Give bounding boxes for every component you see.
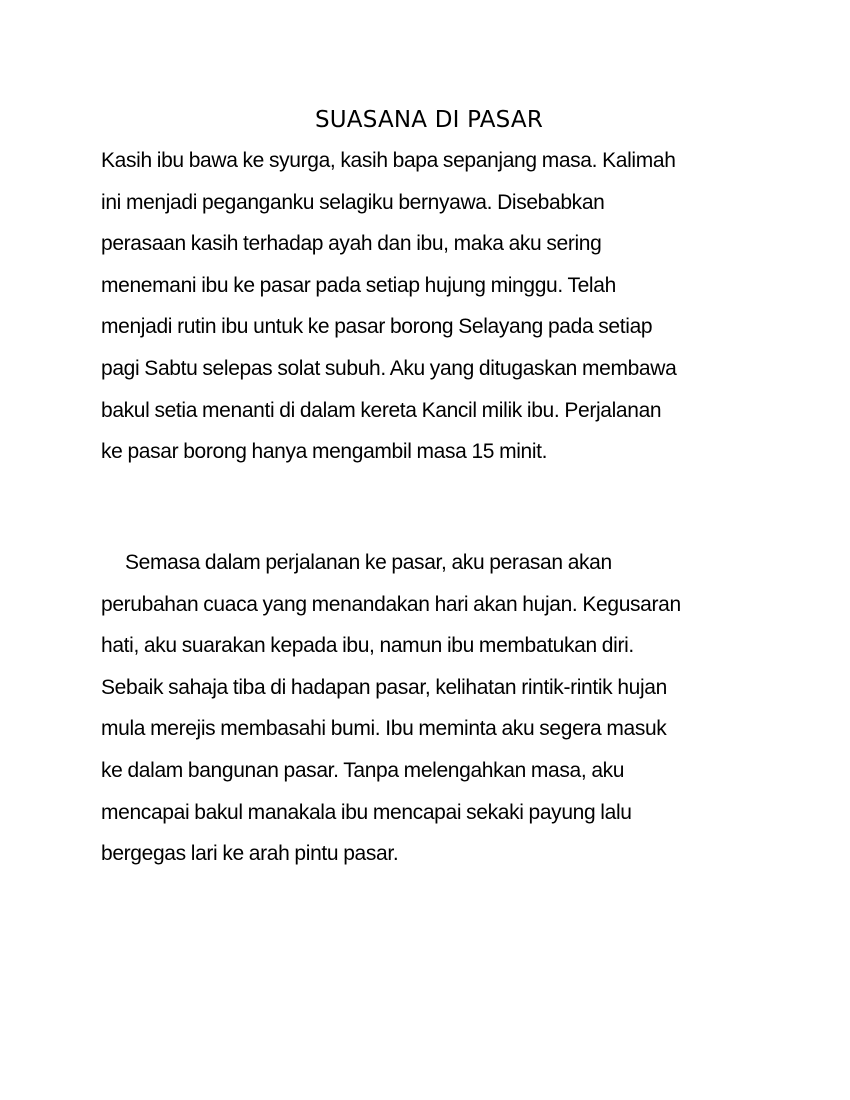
text-line: hati, aku suarakan kepada ibu, namun ibu membatukan diri. [101, 634, 634, 658]
paragraph-1 [101, 140, 761, 473]
text-line: bakul setia menanti di dalam kereta Kancil milik ibu. Perjalanan [101, 398, 662, 422]
text-line: Semasa dalam perjalanan ke pasar, aku perasan akan [125, 551, 612, 574]
text-line: ke dalam bangunan pasar. Tanpa melengahkan masa, aku [101, 758, 625, 782]
text-line: Sebaik sahaja tiba di hadapan pasar, kelihatan rintik-rintik hujan [101, 675, 667, 699]
text-line: mencapai bakul manakala ibu mencapai sekaki payung lalu [101, 800, 632, 824]
text-line: perasaan kasih terhadap ayah dan ibu, maka aku sering [101, 232, 602, 256]
text-line: ini menjadi peganganku selagiku bernyawa. Disebabkan [101, 190, 605, 214]
paragraph-2 [101, 542, 761, 875]
text-line: Kasih ibu bawa ke syurga, kasih bapa sepanjang masa. Kalimah [101, 149, 676, 172]
text-line: mula merejis membasahi bumi. Ibu meminta aku segera masuk [101, 717, 667, 741]
page-title: SUASANA DI PASAR [314, 107, 544, 133]
text-line: bergegas lari ke arah pintu pasar. [101, 842, 399, 866]
text-line: perubahan cuaca yang menandakan hari akan hujan. Kegusaran [101, 592, 681, 616]
text-line: ke pasar borong hanya mengambil masa 15 minit. [101, 440, 548, 464]
text-line: menjadi rutin ibu untuk ke pasar borong Selayang pada setiap [101, 315, 653, 339]
text-line: pagi Sabtu selepas solat subuh. Aku yang ditugaskan membawa [101, 356, 677, 380]
text-line: menemani ibu ke pasar pada setiap hujung minggu. Telah [101, 273, 616, 297]
